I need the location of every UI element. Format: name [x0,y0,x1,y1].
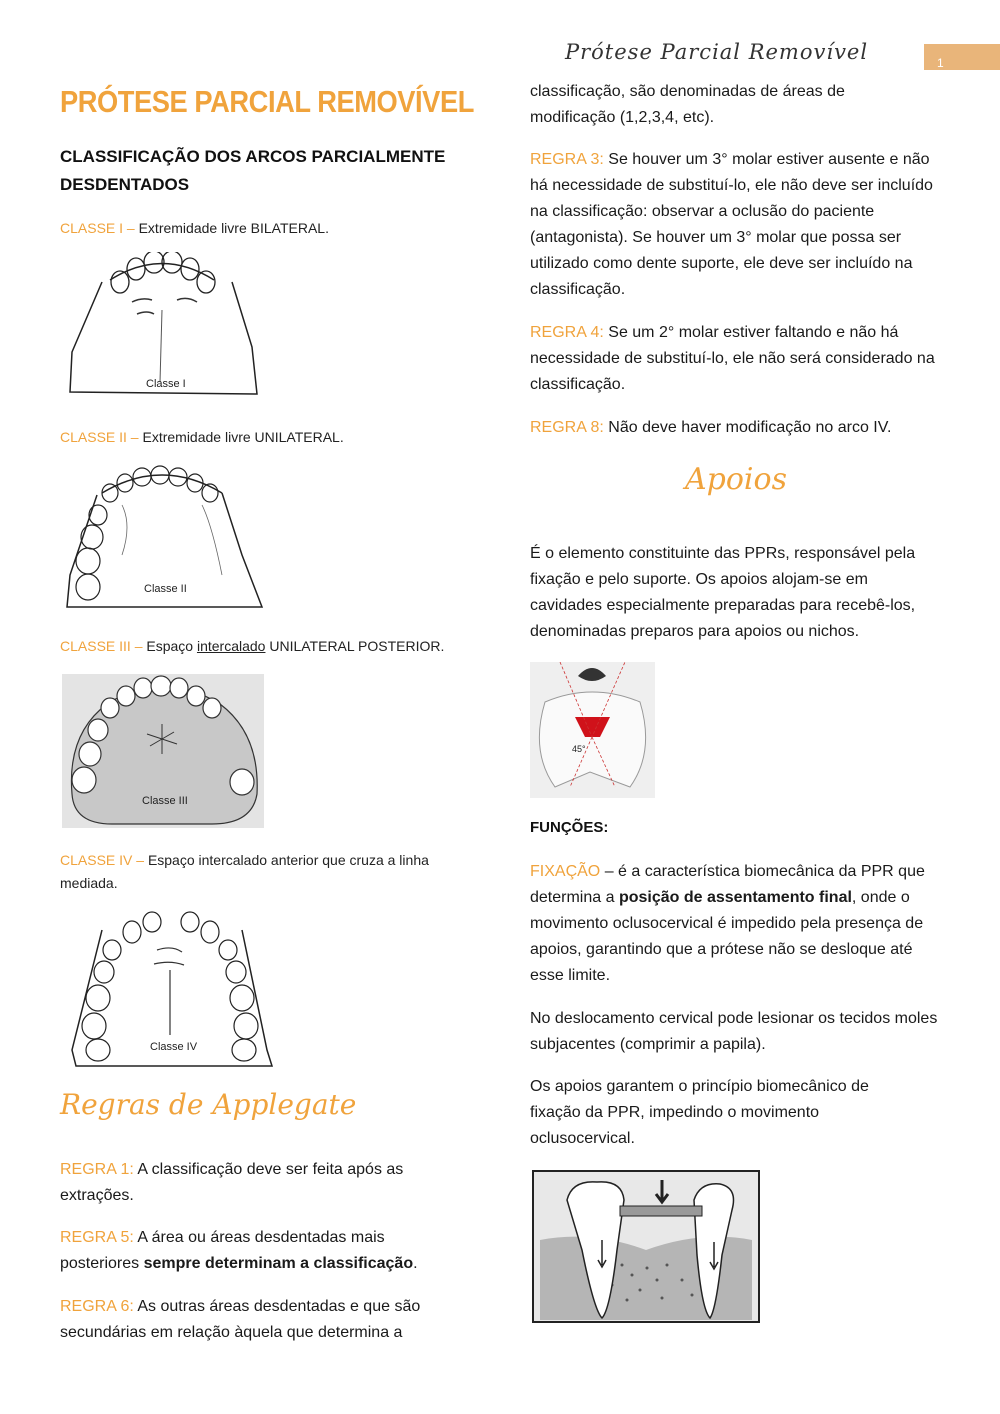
class-4-caption [60,849,460,895]
class-2-caption [60,426,470,449]
rule-5 [60,1225,440,1277]
page-number-badge: 1 [924,44,1000,70]
class-4-figure [62,910,280,1070]
running-header-title: Prótese Parcial Removível [565,40,869,64]
paragraph-cervical: No deslocamento cervical pode lesionar os tecidos moles subjacentes (comprimir a papila). [530,1010,938,1053]
rule-4-text: Se um 2° molar estiver faltando e não há necessidade de substituí-lo, ele não será considerado na classificação. [530,324,935,393]
fixacao-label: FIXAÇÃO [530,863,601,880]
section-title: CLASSIFICAÇÃO DOS ARCOS PARCIALMENTE DESDENTADOS [60,147,446,194]
class-1-label: CLASSE I – [60,220,135,236]
rule-3-label: REGRA 3: [530,151,604,168]
class-1-figure-label: Classe I [146,378,186,390]
apoios-heading: Apoios [685,462,787,497]
rule-5-label: REGRA 5: [60,1229,134,1246]
page-title: PRÓTESE PARCIAL REMOVÍVEL [60,84,474,119]
class-2-figure-label: Classe II [144,583,187,595]
rules-heading: Regras de Applegate [60,1088,357,1121]
fixacao-text-after: , onde o movimento oclusocervical é impedido pela presença de apoios, garantindo que a prótese não se desloque até esse limite. [530,889,924,984]
class-1-text: Extremidade livre BILATERAL. [138,220,329,236]
fixation-diagram-figure [532,1170,760,1323]
fixacao-text-bold: posição de assentamento final [618,889,852,906]
rule-5-text-before: A área ou áreas desdentadas mais posteriores [60,1229,385,1272]
class-2-label: CLASSE II – [60,429,139,445]
rule-8 [530,415,940,441]
class-3-figure-label: Classe III [142,795,188,807]
rule-4-label: REGRA 4: [530,324,604,341]
rule-1-label: REGRA 1: [60,1161,134,1178]
class-4-label: CLASSE IV – [60,852,145,868]
rule-3-text: Se houver um 3° molar estiver ausente e não há necessidade de substituí-lo, ele não deve ser incluído na classificação: observar a oclusão do paciente (antagonista). Se houver um 3° molar que possa ser utilizado como dente suporte, ele deve ser incluído na classificação. [530,151,933,298]
class-1-caption [60,217,470,240]
fixacao-text-before: – é a característica biomecânica da PPR que determina a [530,863,925,906]
funcoes-heading: FUNÇÕES: [530,819,609,836]
rule-4 [530,320,940,398]
rule-1-text: A classificação deve ser feita após as extrações. [60,1161,404,1204]
class-4-text: Espaço intercalado anterior que cruza a linha mediada. [60,852,429,891]
class-3-text-before: Espaço [146,638,194,654]
figure-angle-label: 45° [572,744,586,754]
class-3-figure [62,674,264,828]
class-3-text-after: UNILATERAL POSTERIOR. [269,638,445,654]
class-3-label: CLASSE III – [60,638,143,654]
apoios-description: É o elemento constituinte das PPRs, responsável pela fixação e pelo suporte. Os apoios alojam-se em cavidades especialmente preparadas para recebê-los, denominadas preparos para apoios ou nichos. [530,545,916,640]
rule-6-label: REGRA 6: [60,1298,134,1315]
rule-6-text: As outras áreas desdentadas e que são secundárias em relação àquela que determina a [60,1298,421,1341]
class-3-text-underlined: intercalado [196,638,266,654]
rule-3 [530,147,935,303]
class-2-text: Extremidade livre UNILATERAL. [142,429,344,445]
class-4-figure-label: Classe IV [150,1041,198,1053]
rule-8-label: REGRA 8: [530,419,604,436]
class-1-figure [62,252,262,404]
rule-5-text-after: . [413,1255,418,1272]
paragraph-apoios-fixacao: Os apoios garantem o princípio biomecânico de fixação da PPR, impedindo o movimento oclusocervical. [530,1078,869,1147]
rule-5-text-bold: sempre determinam a classificação [143,1255,414,1272]
rule-6 [60,1294,440,1346]
apoio-niche-figure [530,662,655,798]
rule-1 [60,1157,440,1209]
class-3-caption [60,635,480,658]
fixacao-paragraph [530,859,940,989]
rule-6-continuation: classificação, são denominadas de áreas de modificação (1,2,3,4, etc). [530,83,845,126]
rule-8-text: Não deve haver modificação no arco IV. [608,419,892,436]
class-2-figure [62,465,267,613]
